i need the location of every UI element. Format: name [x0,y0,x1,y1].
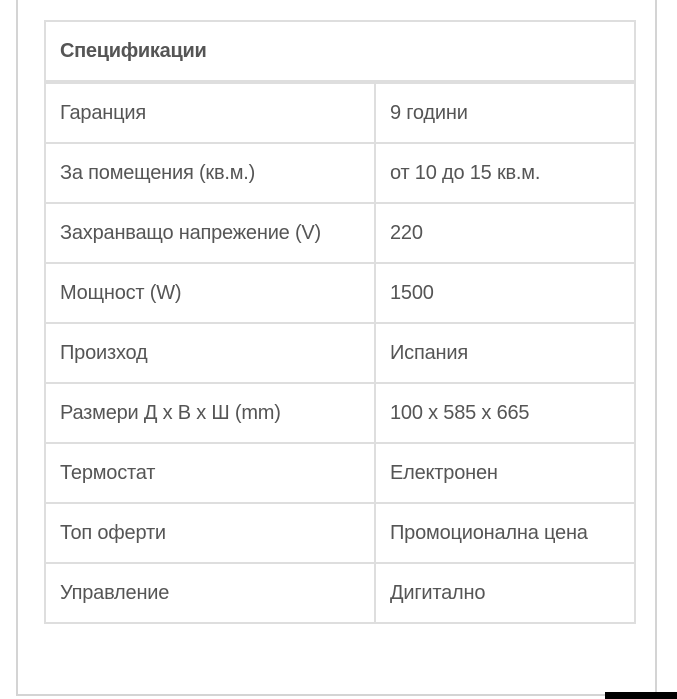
specifications-title: Спецификации [45,21,635,82]
table-row [45,263,635,323]
spec-label-thermostat: Термостат [45,443,375,503]
spec-value-dimensions: 100 x 585 x 665 [375,383,635,443]
table-row [45,203,635,263]
table-header-row [45,21,635,82]
spec-value-top-offers: Промоционална цена [375,503,635,563]
spec-value-power: 1500 [375,263,635,323]
table-row [45,503,635,563]
specifications-table [44,20,636,624]
spec-value-voltage: 220 [375,203,635,263]
spec-label-origin: Произход [45,323,375,383]
table-row [45,82,635,143]
spec-value-control: Дигитално [375,563,635,623]
table-row [45,323,635,383]
spec-label-power: Мощност (W) [45,263,375,323]
table-row [45,563,635,623]
spec-value-thermostat: Електронен [375,443,635,503]
spec-value-origin: Испания [375,323,635,383]
spec-label-room-size: За помещения (кв.м.) [45,143,375,203]
spec-label-control: Управление [45,563,375,623]
spec-value-warranty: 9 години [375,82,635,143]
spec-value-room-size: от 10 до 15 кв.м. [375,143,635,203]
spec-label-voltage: Захранващо напрежение (V) [45,203,375,263]
corner-overlay-block [605,692,677,699]
table-row [45,383,635,443]
spec-label-warranty: Гаранция [45,82,375,143]
spec-label-top-offers: Топ оферти [45,503,375,563]
table-row [45,143,635,203]
spec-label-dimensions: Размери Д х В х Ш (mm) [45,383,375,443]
table-row [45,443,635,503]
